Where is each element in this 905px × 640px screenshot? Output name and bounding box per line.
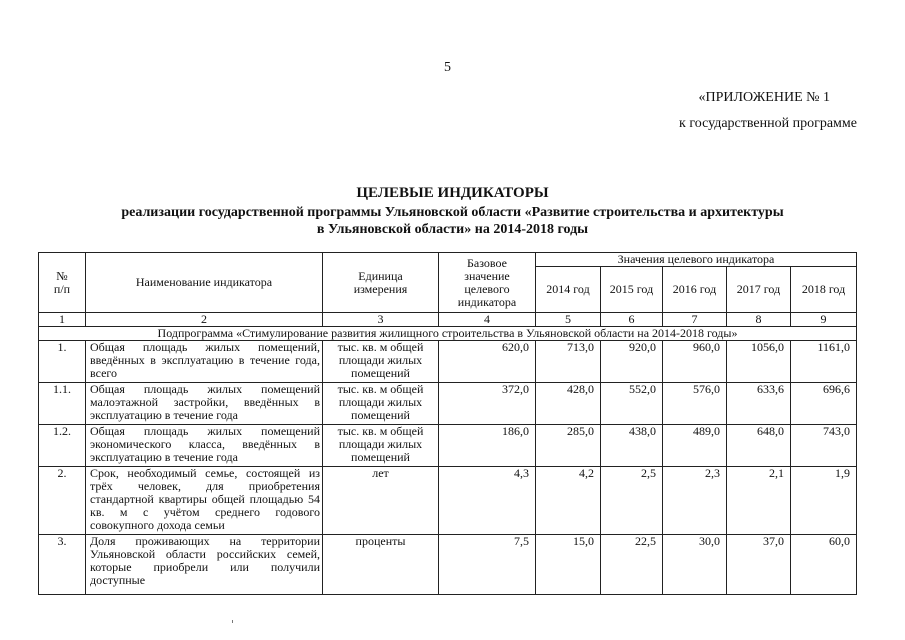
subtitle-line-2: в Ульяновской области» на 2014-2018 годы [316,222,589,237]
value-2017: 648,0 [727,425,791,467]
value-2015: 920,0 [601,341,663,383]
col-number: 4 [439,313,536,327]
row-number: 1.1. [39,383,86,425]
indicator-name: Общая площадь жилых помещений малоэтажной застройки, введённых в эксплуатацию в течение года [86,383,323,425]
value-2016: 576,0 [663,383,727,425]
base-value: 4,3 [439,467,536,535]
header-unit: Единица измерения [323,253,439,313]
subprogram-title: Подпрограмма «Стимулирование развития жилищного строительства в Ульяновской области на 2014-2018 годы» [39,327,857,341]
appendix-reference: к государственной программе [679,116,857,131]
appendix-label: «ПРИЛОЖЕНИЕ № 1 [698,90,830,105]
scan-mark [232,620,233,623]
header-base: Базовое значение целевого индикатора [439,253,536,313]
row-number: 1. [39,341,86,383]
value-2015: 438,0 [601,425,663,467]
col-number: 5 [536,313,601,327]
indicator-unit: проценты [323,535,439,595]
value-2015: 22,5 [601,535,663,595]
indicator-name: Доля проживающих на территории Ульяновской области российских семей, которые приобрели или получили доступные [86,535,323,595]
header-row-1 [39,253,857,267]
page-bottom-margin [0,606,905,640]
row-number: 1.2. [39,425,86,467]
indicator-unit: тыс. кв. м общей площади жилых помещений [323,425,439,467]
value-2016: 960,0 [663,341,727,383]
header-num: № п/п [39,253,86,313]
indicator-name: Срок, необходимый семье, состоящей из трёх человек, для приобретения стандартной квартиры общей площадью 54 кв. м с учётом среднего годового совокупного дохода семьи [86,467,323,535]
value-2018: 1161,0 [791,341,857,383]
value-2015: 552,0 [601,383,663,425]
col-number: 8 [727,313,791,327]
col-number: 2 [86,313,323,327]
base-value: 7,5 [439,535,536,595]
value-2018: 1,9 [791,467,857,535]
document-subtitle [0,204,905,238]
section-row [39,327,857,341]
subtitle-line-1: реализации государственной программы Ульяновской области «Развитие строительства и архитектуры [121,205,784,220]
col-number: 7 [663,313,727,327]
value-2014: 4,2 [536,467,601,535]
value-2014: 285,0 [536,425,601,467]
value-2016: 30,0 [663,535,727,595]
value-2014: 713,0 [536,341,601,383]
header-2018: 2018 год [791,267,857,313]
page-number: 5 [444,60,451,75]
row-number: 3. [39,535,86,595]
header-2015: 2015 год [601,267,663,313]
header-2014: 2014 год [536,267,601,313]
indicator-name: Общая площадь жилых помещений, введённых в эксплуатацию в течение года, всего [86,341,323,383]
col-number: 6 [601,313,663,327]
value-2015: 2,5 [601,467,663,535]
base-value: 620,0 [439,341,536,383]
table-row [39,383,857,425]
base-value: 186,0 [439,425,536,467]
base-value: 372,0 [439,383,536,425]
value-2016: 489,0 [663,425,727,467]
table-row [39,341,857,383]
value-2018: 743,0 [791,425,857,467]
header-2016: 2016 год [663,267,727,313]
header-2017: 2017 год [727,267,791,313]
table-row [39,425,857,467]
indicators-table [38,252,857,595]
table-row [39,535,857,595]
value-2017: 1056,0 [727,341,791,383]
document-title: ЦЕЛЕВЫЕ ИНДИКАТОРЫ [356,185,549,201]
value-2018: 696,6 [791,383,857,425]
indicator-unit: тыс. кв. м общей площади жилых помещений [323,383,439,425]
column-number-row [39,313,857,327]
value-2014: 15,0 [536,535,601,595]
value-2014: 428,0 [536,383,601,425]
table-row [39,467,857,535]
header-name: Наименование индикатора [86,253,323,313]
value-2016: 2,3 [663,467,727,535]
col-number: 9 [791,313,857,327]
value-2017: 633,6 [727,383,791,425]
row-number: 2. [39,467,86,535]
value-2018: 60,0 [791,535,857,595]
indicator-unit: лет [323,467,439,535]
indicator-unit: тыс. кв. м общей площади жилых помещений [323,341,439,383]
col-number: 1 [39,313,86,327]
header-values-group: Значения целевого индикатора [536,253,857,267]
indicator-name: Общая площадь жилых помещений экономического класса, введённых в эксплуатацию в течение года [86,425,323,467]
value-2017: 2,1 [727,467,791,535]
col-number: 3 [323,313,439,327]
value-2017: 37,0 [727,535,791,595]
